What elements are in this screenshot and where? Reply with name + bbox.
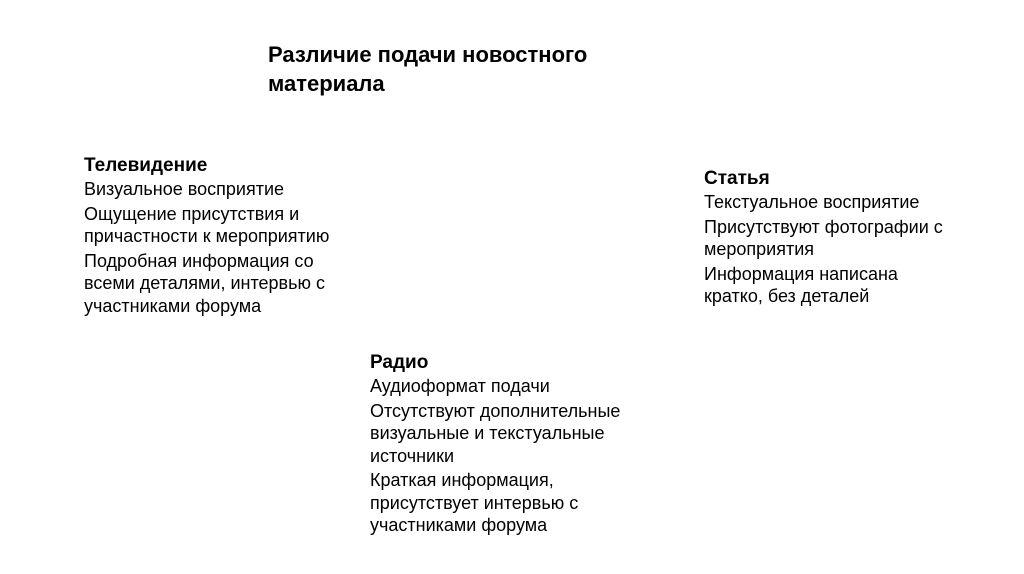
article-item: Присутствуют фотографии с мероприятия [704, 216, 943, 259]
radio-item: Аудиоформат подачи [370, 376, 550, 396]
article-section [704, 167, 950, 310]
radio-heading: Радио [370, 352, 429, 373]
slide-title: Различие подачи новостного материала [268, 42, 588, 96]
tv-item: Визуальное восприятие [84, 179, 285, 199]
tv-heading: Телевидение [84, 155, 208, 176]
radio-section [370, 351, 644, 539]
tv-item: Ощущение присутствия и причастности к мероприятию [84, 203, 330, 246]
article-heading: Статья [704, 168, 770, 189]
radio-item: Отсутствуют дополнительные визуальные и текстуальные источники [370, 400, 621, 466]
tv-item: Подробная информация со всеми деталями, интервью с участниками форума [84, 250, 325, 316]
radio-item: Краткая информация, присутствует интервью с участниками форума [370, 470, 579, 535]
article-item: Текстуальное восприятие [704, 192, 920, 212]
tv-section [84, 154, 356, 319]
article-item: Информация написана кратко, без деталей [704, 263, 898, 306]
